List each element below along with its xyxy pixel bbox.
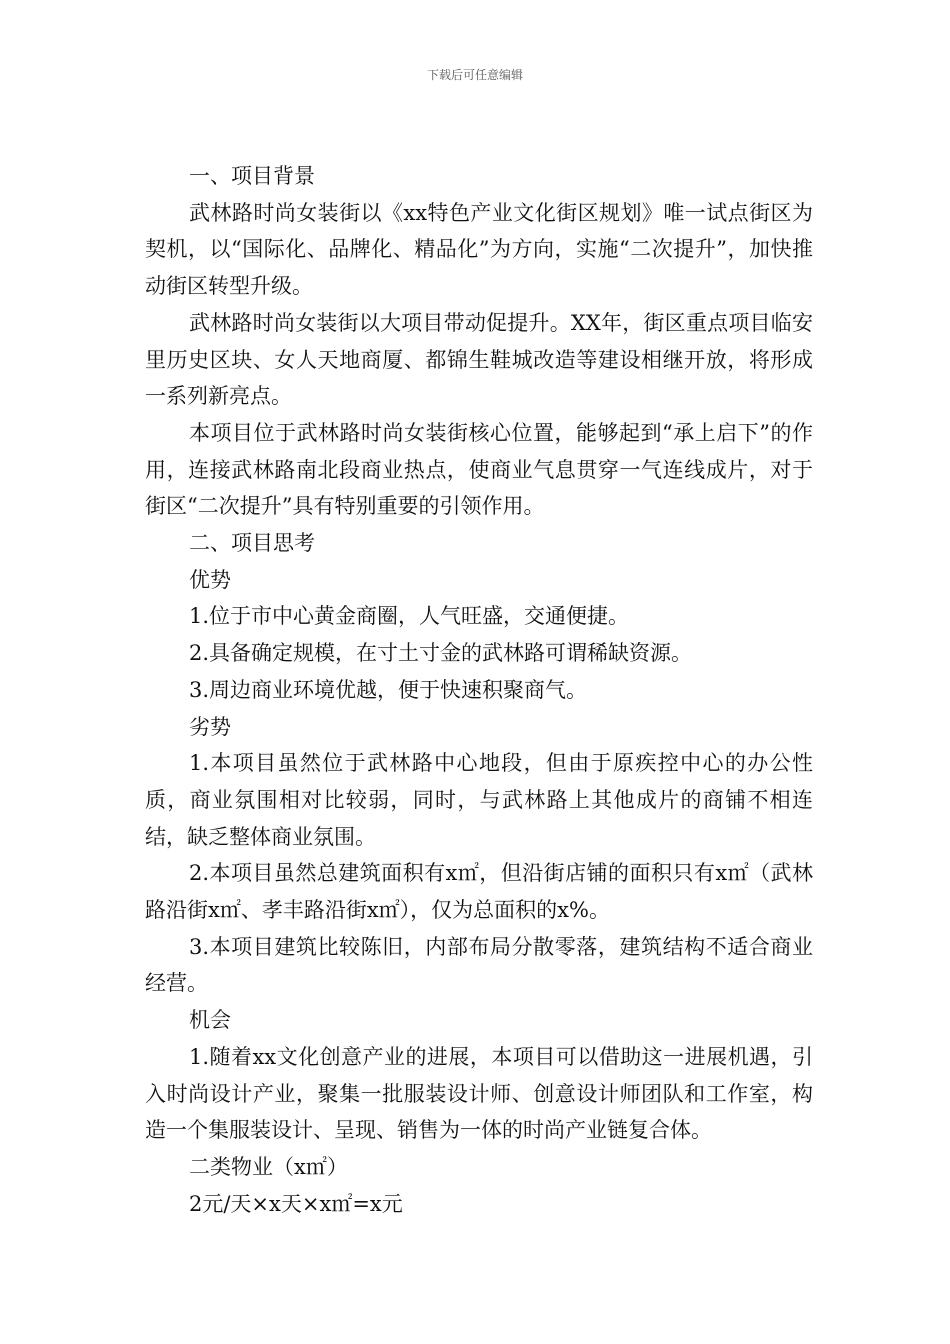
list-item: 1.本项目虽然位于武林路中心地段，但由于原疾控中心的办公性质，商业氛围相对比较弱，同时，与武林路上其他成片的商铺不相连结，缺乏整体商业氛围。 (145, 751, 813, 849)
list-item: 3.本项目建筑比较陈旧，内部布局分散零落，建筑结构不适合商业经营。 (145, 934, 813, 996)
price-formula: 2元/天×x天×x㎡=x元 (189, 1191, 403, 1216)
paragraph: 武林路时尚女装街以大项目带动促提升。XX年，街区重点项目临安里历史区块、女人天地商厦、都锦生鞋城改造等建设相继开放，将形成一系列新亮点。 (145, 310, 813, 409)
page-header: 下载后可任意编辑 (426, 68, 523, 82)
list-item: 1.随着xx文化创意产业的进展，本项目可以借助这一进展机遇，引入时尚设计产业，聚集一批服装设计师、创意设计师团队和工作室，构造一个集服装设计、呈现、销售为一体的时尚产业链复合体。 (145, 1044, 813, 1143)
document-body (145, 158, 813, 1222)
list-item: 3.周边商业环境优越，便于快速积聚商气。 (189, 677, 588, 702)
list-item: 1.位于市中心黄金商圈，人气旺盛，交通便捷。 (189, 604, 630, 629)
paragraph: 本项目位于武林路时尚女装街核心位置，能够起到“承上启下”的作用，连接武林路南北段商业热点，使商业气息贯穿一气连线成片，对于街区“二次提升”具有特别重要的引领作用。 (145, 420, 813, 519)
subheading-weaknesses: 劣势 (189, 714, 231, 739)
list-item: 2.具备确定规模，在寸土寸金的武林路可谓稀缺资源。 (189, 641, 693, 666)
section-heading-thinking: 二、项目思考 (189, 531, 315, 556)
property-class-label: 二类物业（x㎡） (189, 1154, 348, 1179)
section-heading-background: 一、项目背景 (189, 164, 315, 188)
list-item: 2.本项目虽然总建筑面积有x㎡，但沿街店铺的面积只有x㎡（武林路沿街x㎡、孝丰路沿街x㎡），仅为总面积的x%。 (145, 861, 813, 923)
subheading-strengths: 优势 (189, 567, 231, 592)
paragraph: 武林路时尚女装街以《xx特色产业文化街区规划》唯一试点街区为契机，以“国际化、品牌化、精品化”为方向，实施“二次提升”，加快推动街区转型升级。 (145, 200, 813, 299)
subheading-opportunities: 机会 (189, 1008, 231, 1033)
